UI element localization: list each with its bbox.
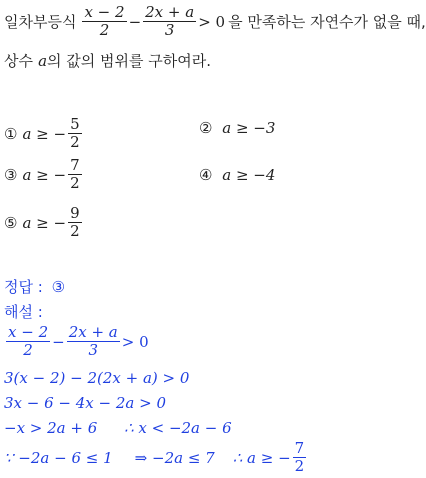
answer-line bbox=[4, 276, 65, 297]
question-tail: 을 만족하는 자연수가 없을 때, bbox=[228, 13, 426, 31]
option-4[interactable]: ④ a ≥ −4 bbox=[199, 166, 276, 184]
answer-label: 정답 : bbox=[4, 278, 43, 296]
question-fraction-2: $\frac{2x + a}{3}$ bbox=[145, 3, 195, 39]
option-2[interactable]: ② a ≥ −3 bbox=[199, 119, 276, 137]
option-5[interactable]: ⑤ a ≥ − $\frac{9}{2}$ bbox=[4, 204, 80, 240]
solution-line-2: 3(x − 2) − 2(2x + a) > 0 bbox=[4, 369, 190, 387]
question-inequality-tail: > 0 bbox=[198, 12, 226, 31]
solution-line-1: $\frac{x - 2}{2}$ − $\frac{2x + a}{3}$ > 0 bbox=[8, 323, 149, 359]
option-1[interactable]: ① a ≥ − $\frac{5}{2}$ bbox=[4, 115, 80, 151]
solution-label: 해설 : bbox=[4, 303, 43, 321]
question-line-1 bbox=[4, 4, 426, 39]
solution-line-4: −x > 2a + 6 ∴ x < −2a − 6 bbox=[4, 419, 232, 437]
question-minus: − bbox=[128, 12, 142, 31]
solution-line-5: ∵ −2a − 6 ≤ 1 ⇒ −2a ≤ 7 ∴ a ≥ − $\frac{7}{2}$ bbox=[4, 439, 305, 475]
question-fraction-1: $\frac{x - 2}{2}$ bbox=[84, 3, 125, 39]
option-3[interactable]: ③ a ≥ − $\frac{7}{2}$ bbox=[4, 156, 80, 192]
question-lead: 일차부등식 bbox=[4, 13, 77, 31]
answer-value: ③ bbox=[51, 278, 66, 296]
solution-line-3: 3x − 6 − 4x − 2a > 0 bbox=[4, 394, 166, 412]
question-variable: a bbox=[38, 52, 48, 70]
question-line-2: 상수 a의 값의 범위를 구하여라. bbox=[4, 52, 212, 70]
